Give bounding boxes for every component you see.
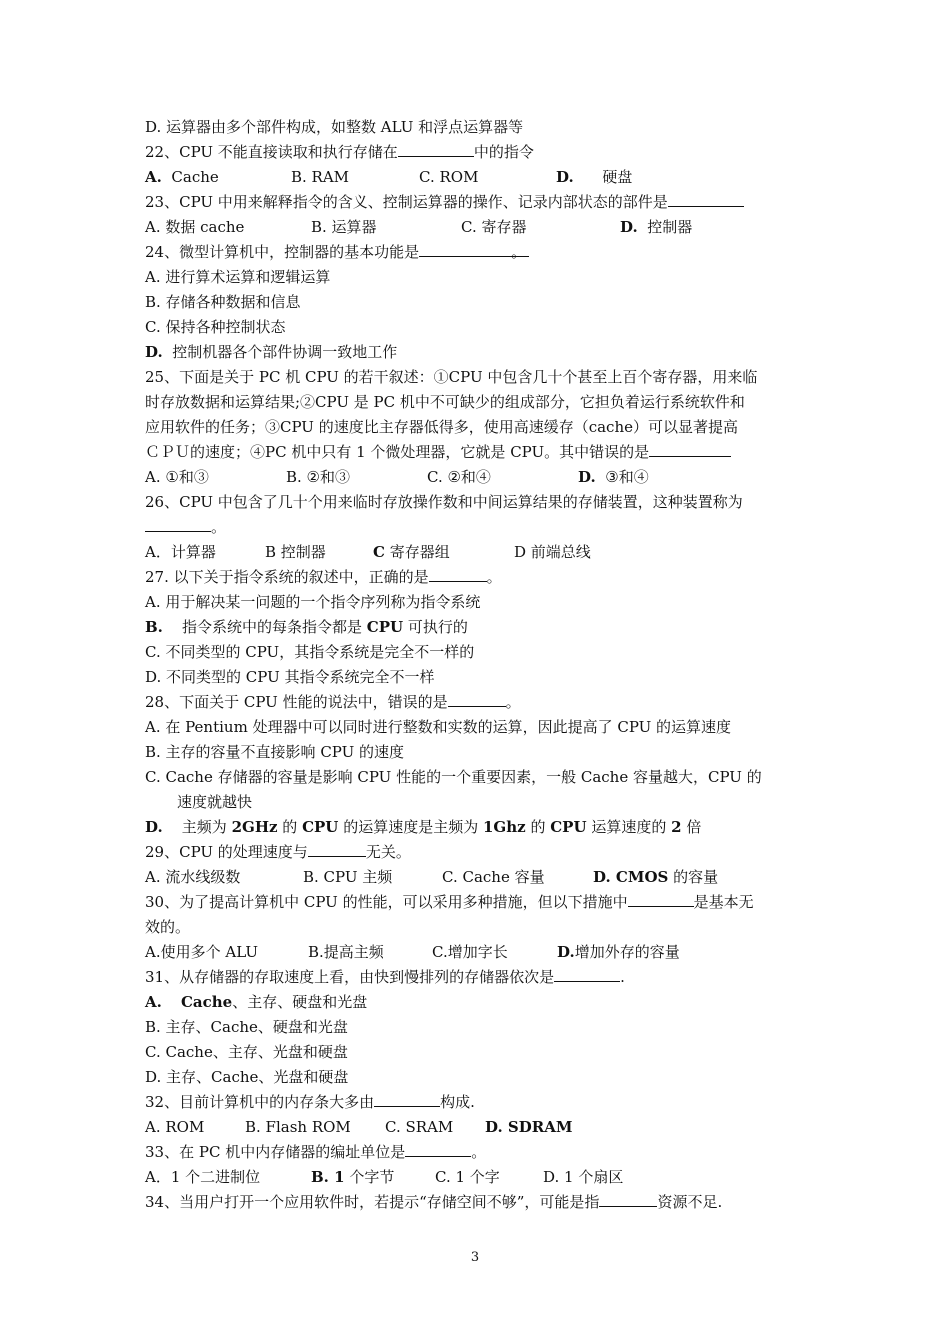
option-d: D. CMOS 的容量 — [593, 868, 719, 886]
answer-blank — [145, 517, 211, 532]
option-b: B. 指令系统中的每条指令都是 CPU 可执行的 — [145, 618, 468, 636]
option-c: C. Cache 存储器的容量是影响 CPU 性能的一个重要因素，一般 Cache 容量越大，CPU 的 — [145, 768, 762, 786]
option-d: D. 主频为 2GHz 的 CPU 的运算速度是主频为 1Ghz 的 CPU 运算速度的 2 倍 — [145, 818, 702, 836]
question-23: 23、CPU 中用来解释指令的含义、控制运算器的操作、记录内部状态的部件是 — [145, 192, 744, 212]
answer-blank: 。 — [419, 242, 529, 257]
option-b: B. CPU 主频 — [303, 868, 393, 886]
question-34: 34、当用户打开一个应用软件时，若提示“存储空间不够”，可能是指 资源不足. — [145, 1193, 723, 1211]
question-25-line-3: 应用软件的任务；③CPU 的速度比主存器低得多，使用高速缓存（cache）可以显著提高 — [145, 418, 739, 436]
option-c-continued: 速度就越快 — [177, 793, 253, 811]
answer-blank — [405, 1142, 471, 1157]
option-a: A. 进行算术运算和逻辑运算 — [145, 268, 331, 286]
option-a: A．1 个二进制位 — [145, 1168, 261, 1186]
option-c: C.增加字长 — [432, 943, 508, 961]
option-b: B. 存储各种数据和信息 — [145, 293, 301, 311]
question-32: 32、目前计算机中的内存条大多由 构成. — [145, 1093, 475, 1111]
answer-blank — [398, 142, 474, 157]
option-d: D. 主存、Cache、光盘和硬盘 — [145, 1068, 349, 1086]
question-30-line-2: 效的。 — [145, 918, 191, 936]
answer-blank — [649, 442, 731, 457]
option-a: A. 数据 cache — [145, 218, 245, 236]
question-25-line-2: 时存放数据和运算结果;②CPU 是 PC 机中不可缺少的组成部分，它担负着运行系统软件和 — [145, 393, 745, 411]
answer-blank — [599, 1192, 657, 1207]
option-b: B. 运算器 — [311, 218, 377, 236]
page-number: 3 — [470, 1250, 480, 1265]
question-25-line-1: 25、下面是关于 PC 机 CPU 的若干叙述：①CPU 中包含几十个甚至上百个寄存器，用来临 — [145, 368, 758, 386]
question-30-line-1: 30、为了提高计算机中 CPU 的性能，可以采用多种措施，但以下措施中 是基本无 — [145, 893, 754, 911]
question-33: 33、在 PC 机中内存储器的编址单位是 。 — [145, 1143, 487, 1161]
option-b: B. RAM — [291, 168, 350, 186]
answer-blank — [374, 1092, 440, 1107]
answer-blank — [554, 967, 620, 982]
answer-blank — [448, 692, 506, 707]
question-28: 28、下面关于 CPU 性能的说法中，错误的是 。 — [145, 693, 521, 711]
option-a: A. Cache、主存、硬盘和光盘 — [145, 993, 368, 1011]
option-b: B. 主存、Cache、硬盘和光盘 — [145, 1018, 348, 1036]
question-26-line-2: 。 — [145, 517, 226, 537]
option-c: C. Cache、主存、光盘和硬盘 — [145, 1043, 348, 1061]
question-31: 31、从存储器的存取速度上看，由快到慢排列的存储器依次是 . — [145, 968, 625, 986]
question-22: 22、CPU 不能直接读取和执行存储在 中的指令 — [145, 143, 534, 161]
question-24: 24、微型计算机中，控制器的基本功能是 。 — [145, 242, 529, 262]
question-25-line-4: ＣＰＵ的速度；④PC 机中只有 1 个微处理器，它就是 CPU。其中错误的是 — [145, 442, 731, 462]
option-c: C. ②和④ — [427, 468, 491, 486]
option-b: B. 主存的容量不直接影响 CPU 的速度 — [145, 743, 405, 761]
option-a: A. 在 Pentium 处理器中可以同时进行整数和实数的运算，因此提高了 CPU 的运算速度 — [145, 718, 732, 736]
option-a: A. ROM — [145, 1118, 205, 1136]
option-d: D.增加外存的容量 — [557, 943, 680, 961]
option-a: A. Cache — [145, 168, 219, 186]
option-b: B. 1 个字节 — [311, 1168, 395, 1186]
option-c: C. 不同类型的 CPU，其指令系统是完全不一样的 — [145, 643, 475, 661]
option-a: A．计算器 — [145, 543, 216, 561]
option-d: D. 控制器 — [620, 218, 693, 236]
option-c: C. ROM — [419, 168, 479, 186]
answer-blank — [308, 842, 366, 857]
option-d: D. 控制机器各个部件协调一致地工作 — [145, 343, 398, 361]
option-d: D. SDRAM — [485, 1118, 573, 1136]
question-26-line-1: 26、CPU 中包含了几十个用来临时存放操作数和中间运算结果的存储装置，这种装置称为 — [145, 493, 743, 511]
option-a: A. ①和③ — [145, 468, 209, 486]
answer-blank — [668, 192, 744, 207]
option-c: C. SRAM — [385, 1118, 454, 1136]
option-d: D. 1 个扇区 — [543, 1168, 624, 1186]
option-d: D. ③和④ — [578, 468, 649, 486]
option-c: C. Cache 容量 — [442, 868, 545, 886]
text-line: D. 运算器由多个部件构成，如整数 ALU 和浮点运算器等 — [145, 118, 524, 136]
answer-blank — [628, 892, 694, 907]
option-c: C. 保持各种控制状态 — [145, 318, 286, 336]
option-a: A. 用于解决某一问题的一个指令序列称为指令系统 — [145, 593, 481, 611]
option-b: B.提高主频 — [308, 943, 384, 961]
question-27: 27. 以下关于指令系统的叙述中，正确的是 。 — [145, 568, 502, 586]
option-c: C 寄存器组 — [373, 543, 450, 561]
option-d: D. 硬盘 — [556, 168, 633, 186]
option-b: B. ②和③ — [286, 468, 351, 486]
option-c: C. 1 个字 — [435, 1168, 500, 1186]
question-29: 29、CPU 的处理速度与 无关。 — [145, 843, 411, 861]
option-d: D 前端总线 — [514, 543, 591, 561]
answer-blank — [429, 567, 487, 582]
option-d: D. 不同类型的 CPU 其指令系统完全不一样 — [145, 668, 435, 686]
option-a: A.使用多个 ALU — [145, 943, 258, 961]
option-b: B 控制器 — [265, 543, 326, 561]
option-b: B. Flash ROM — [245, 1118, 351, 1136]
option-a: A. 流水线级数 — [145, 868, 241, 886]
option-c: C. 寄存器 — [461, 218, 527, 236]
